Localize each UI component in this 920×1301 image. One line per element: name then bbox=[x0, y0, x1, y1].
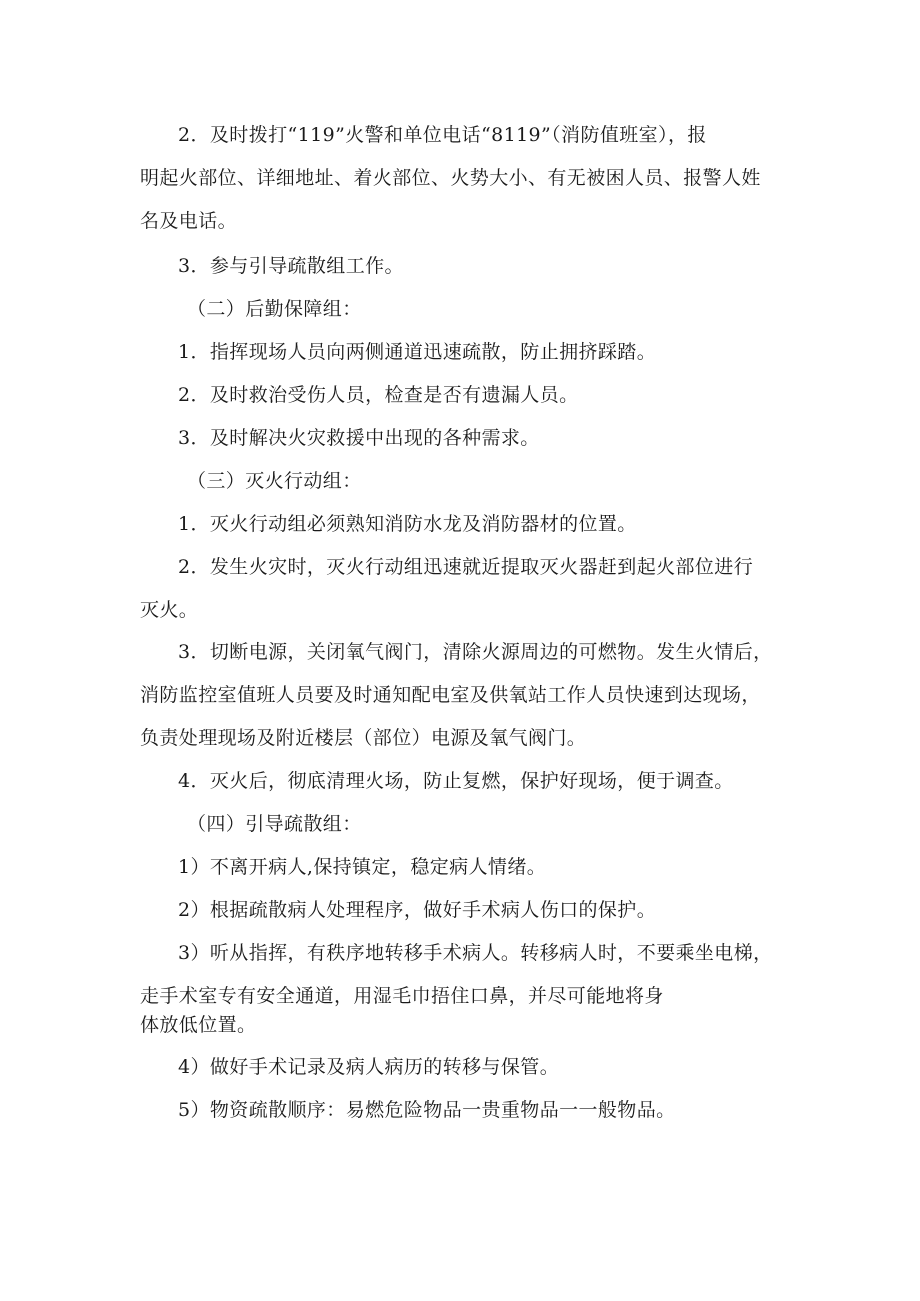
paragraph-line: 走手术室专有安全通道，用湿毛巾捂住口鼻，并尽可能地将身 bbox=[140, 985, 664, 1007]
paragraph-line: 消防监控室值班人员要及时通知配电室及供氧站工作人员快速到达现场， bbox=[140, 684, 761, 706]
paragraph-line: 4）做好手术记录及病人病历的转移与保管。 bbox=[178, 1056, 560, 1078]
paragraph-line: 1．灭火行动组必须熟知消防水龙及消防器材的位置。 bbox=[178, 513, 637, 535]
paragraph-line: 灭火。 bbox=[140, 599, 199, 621]
paragraph-line: 2）根据疏散病人处理程序，做好手术病人伤口的保护。 bbox=[178, 899, 657, 921]
paragraph-line: 2．及时救治受伤人员，检查是否有遗漏人员。 bbox=[178, 384, 579, 406]
paragraph-line: 名及电话。 bbox=[140, 210, 238, 232]
paragraph-line: 2．发生火灾时，灭火行动组迅速就近提取灭火器赶到起火部位进行 bbox=[178, 556, 754, 578]
section-heading: （四）引导疏散组： bbox=[187, 813, 362, 835]
paragraph-line: 2．及时拨打“119”火警和单位电话“8119”（消防值班室），报 bbox=[178, 124, 707, 146]
paragraph-line: 4．灭火后，彻底清理火场，防止复燃，保护好现场，便于调查。 bbox=[178, 770, 734, 792]
section-heading: （二）后勤保障组： bbox=[187, 298, 362, 320]
paragraph-line: 3）听从指挥，有秩序地转移手术病人。转移病人时，不要乘坐电梯， bbox=[178, 942, 773, 964]
paragraph-line: 负责处理现场及附近楼层（部位）电源及氧气阀门。 bbox=[140, 727, 587, 749]
paragraph-line: 1）不离开病人,保持镇定，稳定病人情绪。 bbox=[178, 856, 547, 878]
paragraph-line: 3．及时解决火灾救援中出现的各种需求。 bbox=[178, 427, 540, 449]
paragraph-line: 3．参与引导疏散组工作。 bbox=[178, 255, 404, 277]
paragraph-line: 5）物资疏散顺序：易燃危险物品一贵重物品一一般物品。 bbox=[178, 1099, 676, 1121]
paragraph-line: 1．指挥现场人员向两侧通道迅速疏散，防止拥挤踩踏。 bbox=[178, 341, 657, 363]
paragraph-line: 明起火部位、详细地址、着火部位、火势大小、有无被困人员、报警人姓 bbox=[140, 167, 761, 189]
paragraph-line: 3．切断电源，关闭氧气阀门，清除火源周边的可燃物。发生火情后， bbox=[178, 641, 773, 663]
paragraph-line: 体放低位置。 bbox=[140, 1014, 257, 1036]
section-heading: （三）灭火行动组： bbox=[187, 470, 362, 492]
